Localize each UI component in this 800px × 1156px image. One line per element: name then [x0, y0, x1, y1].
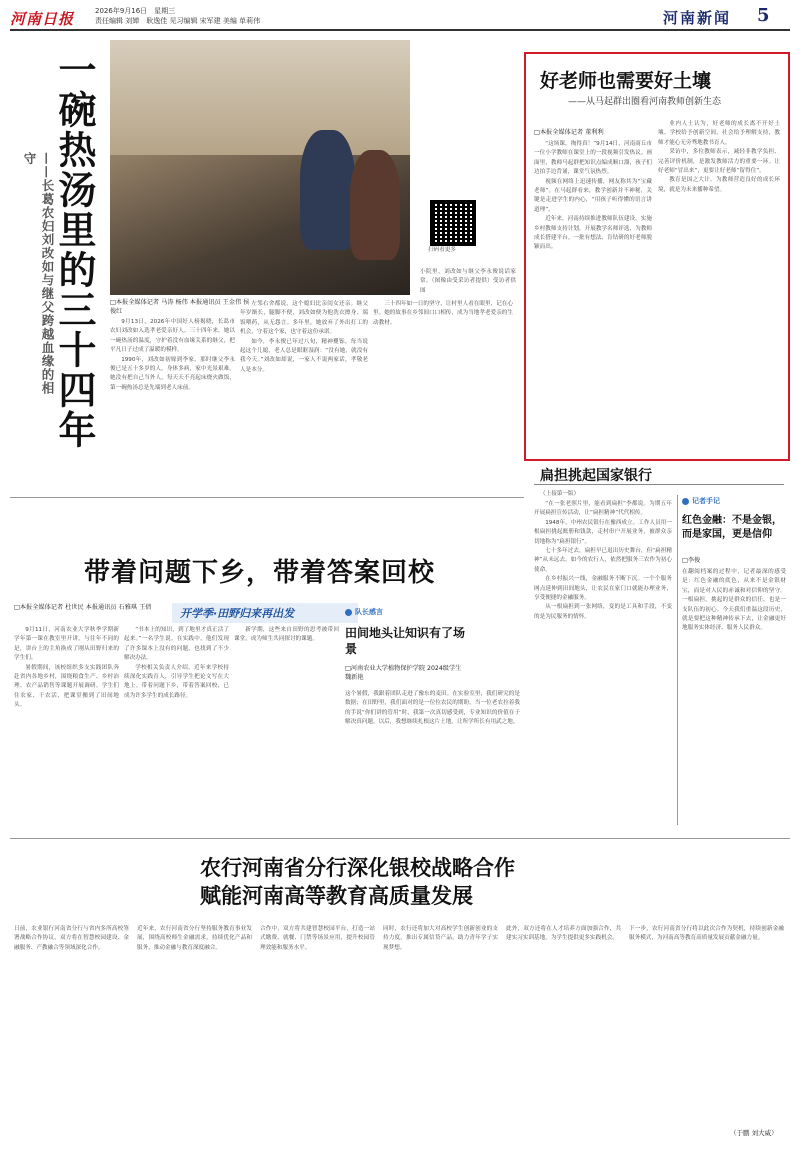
story4-side-byline: □河南农业大学植物保护学院 2024级学生 魏新艳	[345, 665, 462, 681]
newspaper-logo: 河南日报	[10, 10, 75, 28]
section-name: 河南新闻	[663, 9, 732, 27]
story4-side-tag: 队长感言	[345, 607, 383, 617]
story4-top-rule	[10, 497, 524, 498]
story5-body-col1: 日前，农业银行河南省分行与省内多所高校签署战略合作协议，双方将在智慧校园建设、金融服务、产教融合等领域深化合作。	[14, 926, 129, 951]
story1-subtitle: ——长葛农妇刘改如与继父跨越血缘的相守	[22, 152, 55, 395]
story2-subtitle: ——从马起群出圈看河南教师创新生态	[568, 97, 722, 107]
story3-body: “在一张老照片里，能看到扁担”李都说。为期五年开展扁担宣传活动，让“扁担精神”代代相传。 1948年，中州农民银行在豫西成立。工作人员用一根扁担挑起账册和钱款，走村串户开展业务，被群众亲切地称为“扁担银行”。 七十多年过去，扁担早已退出历史舞台，但“扁担精神”从未远去。如今的农行人，依然把服务三农作为初心使命。 在乡村振兴一线，金融服务不断下沉。一个个服务网点延伸到田间地头，让农民在家门口就能办理业务，享受便捷的金融服务。 从一根扁担到一张网络，变的是工具和手段，不变的是为民服务的情怀。	[534, 501, 672, 620]
story1-photo	[110, 40, 410, 295]
story1-body-col2: 左邻右舍都说，这个媳妇比亲闺女还亲。继父年岁渐长，腿脚不便，刘改如便为他洗衣擦身、端饭喂药，从无怨言。多年里，她放弃了外出打工的机会，守着这个家，也守着这份承诺。 如今，李永俊已年过八旬，精神矍铄。每当说起这个儿媳，老人总是眼眶湿润：“没有她，就没有我今天。”刘改如却说，一家人不说两家话，孝敬老人是本分。	[240, 301, 368, 373]
notes-headline: 红色金融：不是金银，而是家国，更是信仰	[682, 515, 782, 540]
story5-headline-1: 农行河南省分行深化银校战略合作	[200, 855, 515, 880]
notes-body: 在翻阅档案的过程中，记者最深的感受是：红色金融的底色，从来不是金银财宝，而是对人民的赤诚和对信仰的坚守。一根扁担，挑起的是群众的信任，也是一支队伍的初心。今天我们重温这段历史，就是要把这种精神传承下去，让金融更好地服务实体经济、服务人民群众。	[682, 569, 786, 632]
story4-banner: 开学季·田野归来再出发	[172, 603, 358, 623]
story5-credit: （于鹏 刘大威）	[730, 1129, 778, 1137]
notes-byline: □李俊	[682, 557, 701, 564]
notes-dot-icon	[682, 498, 689, 505]
story5-body-col5: 此外，双方还将在人才培养方面加强合作，共建实习实训基地，为学生提供更多实践机会。	[506, 926, 621, 942]
story1-headline: 一碗热汤里的三十四年	[52, 50, 97, 450]
story4-byline: □本报全媒体记者 杜世民 本报通讯员 石雅琪 王倩	[14, 604, 152, 611]
story4-headline: 带着问题下乡，带着答案回校	[84, 558, 436, 588]
story2-body-col2: 业内人士认为，好老师的成长离不开好土壤。学校给予创新空间，社会给予理解支持，教师才能心无旁骛地教书育人。 采访中，多位教师表示，减轻非教学负担、完善评价机制，是激发教师活力的重要一环。让好老师“冒出来”，更要让好老师“留得住”。 教育是国之大计。为教师营造良好的成长环境，就是为未来播种希望。	[658, 121, 780, 193]
story3-headline: 扁担挑起国家银行	[540, 468, 652, 484]
story4-body-col3: 新学期，这些来自田野的思考被带回课堂，成为师生共同探讨的课题。	[234, 627, 339, 643]
story3-subheading: （上接第一版）	[540, 491, 580, 497]
story4-side-body: 这个暑假，我跟着团队走进了豫东的麦田。在实验室里，我们研究的是数据；在田野里，我们面对的是一位位农民的期盼。当一位老农拉着我的手说“你们讲的管用”时，我第一次真切感受到，专业知识的价值在于解决真问题。以后，我想继续扎根这片土地，让所学所长有用武之地。	[345, 691, 520, 726]
qr-caption: 扫码看更多	[428, 247, 456, 253]
story5-headline-2: 赋能河南高等教育高质量发展	[200, 883, 473, 908]
page-number: 5	[757, 5, 770, 26]
story4-side-headline: 田间地头让知识有了场景	[345, 626, 466, 656]
story1-byline: □本报全媒体记者 马涛 杨伟 本报通讯员 王金伟 侯俊红	[110, 299, 250, 315]
story5-body-col4: 同时，农行还将加大对高校学生创新创业的支持力度，推出专属信贷产品，助力青年学子实现梦想。	[383, 926, 498, 951]
story5-top-rule	[10, 838, 790, 839]
story2-headline: 好老师也需要好土壤	[540, 70, 712, 92]
story4-body-col1: 9月11日，河南农业大学秋季学期新学年第一课在教室里开讲。与往年不同的是，讲台上的主角换成了刚从田野归来的学生们。 暑假期间，该校组织多支实践团队奔赴省内各地乡村，围绕粮食生产、乡村治理、农产品销售等课题开展调研。学生们住农家、干农活，把课堂搬到了田间地头。	[14, 627, 119, 709]
story5-body-col6: 下一步，农行河南省分行将以此次合作为契机，持续创新金融服务模式，为河南高等教育高质量发展贡献金融力量。	[629, 926, 784, 942]
story2-byline: □本报全媒体记者 董利利	[534, 129, 604, 136]
story1-photo-caption: 小院里，刘改如与继父李永俊说话家常。（图像由受采访者提供）受访者供图	[420, 269, 516, 294]
notes-tag: 记者手记	[682, 496, 720, 506]
story1-body-col3: 三十四年如一日的坚守，让村里人看在眼里、记在心里。她的故事在乡邻间口口相传，成为当地孝老爱亲的生动教材。	[373, 301, 513, 326]
qr-code	[430, 200, 476, 246]
story1-body-col1: 9月13日，2026年中国好人榜揭晓，长葛市农妇刘改如入选孝老爱亲好人。三十四年来，她以一碗热汤的温度，守护着没有血缘关系的继父，把平凡日子过成了温暖的模样。 1990年，刘改如初嫁到李家，那时继父李永俊已是五十多岁的人，身体多病，家中光景艰难。她没有把自己当外人，每天天不亮起床烧火做饭，第一碗热汤总是先端到老人床前。	[110, 319, 235, 391]
side-dot-icon	[345, 609, 352, 616]
story2-body-col1: “这场课，掏得真！”9月14日，河南商丘市一位小学教师在课堂上的一段视频引发热议。画面里，教师马起群把知识点编成顺口溜，孩子们边拍手边背诵，课堂气氛热烈。 视频在网络上迅速传播，网友称其为“宝藏老师”。在马起群看来，教学创新并不神秘，关键是走进学生的内心，“用孩子听得懂的语言讲道理”。 近年来，河南持续推进教师队伍建设，实施乡村教师支持计划，开展教学名师评选，为教师成长搭建平台。一批有想法、肯钻研的好老师脱颖而出。	[534, 141, 652, 251]
story3-rule	[534, 484, 784, 485]
story5-body-col2: 近年来，农行河南省分行坚持服务教育事业发展，围绕高校师生金融需求，持续优化产品和服务，推动金融与教育深度融合。	[137, 926, 252, 951]
story5-body-col3: 合作中，双方将共建智慧校园平台，打造一站式缴费、就餐、门禁等场景应用，提升校园管理效能和服务水平。	[260, 926, 375, 951]
notes-divider	[677, 495, 678, 825]
masthead-date: 2026年9月16日 星期三	[95, 7, 176, 15]
masthead-rule	[10, 29, 790, 31]
story4-body-col2: “书本上的知识，到了地里才真正活了起来。”一名学生说。在实践中，他们发现了许多课本上没有的问题，也找到了不少解决办法。 学校相关负责人介绍，近年来学校持续深化实践育人，引导学生把论文写在大地上。带着问题下乡，带着答案回校，已成为许多学生的成长路径。	[124, 627, 229, 699]
masthead-editors: 责任编辑 刘婵 耿逸佳 见习编辑 宋军建 美编 单莉伟	[95, 17, 261, 25]
